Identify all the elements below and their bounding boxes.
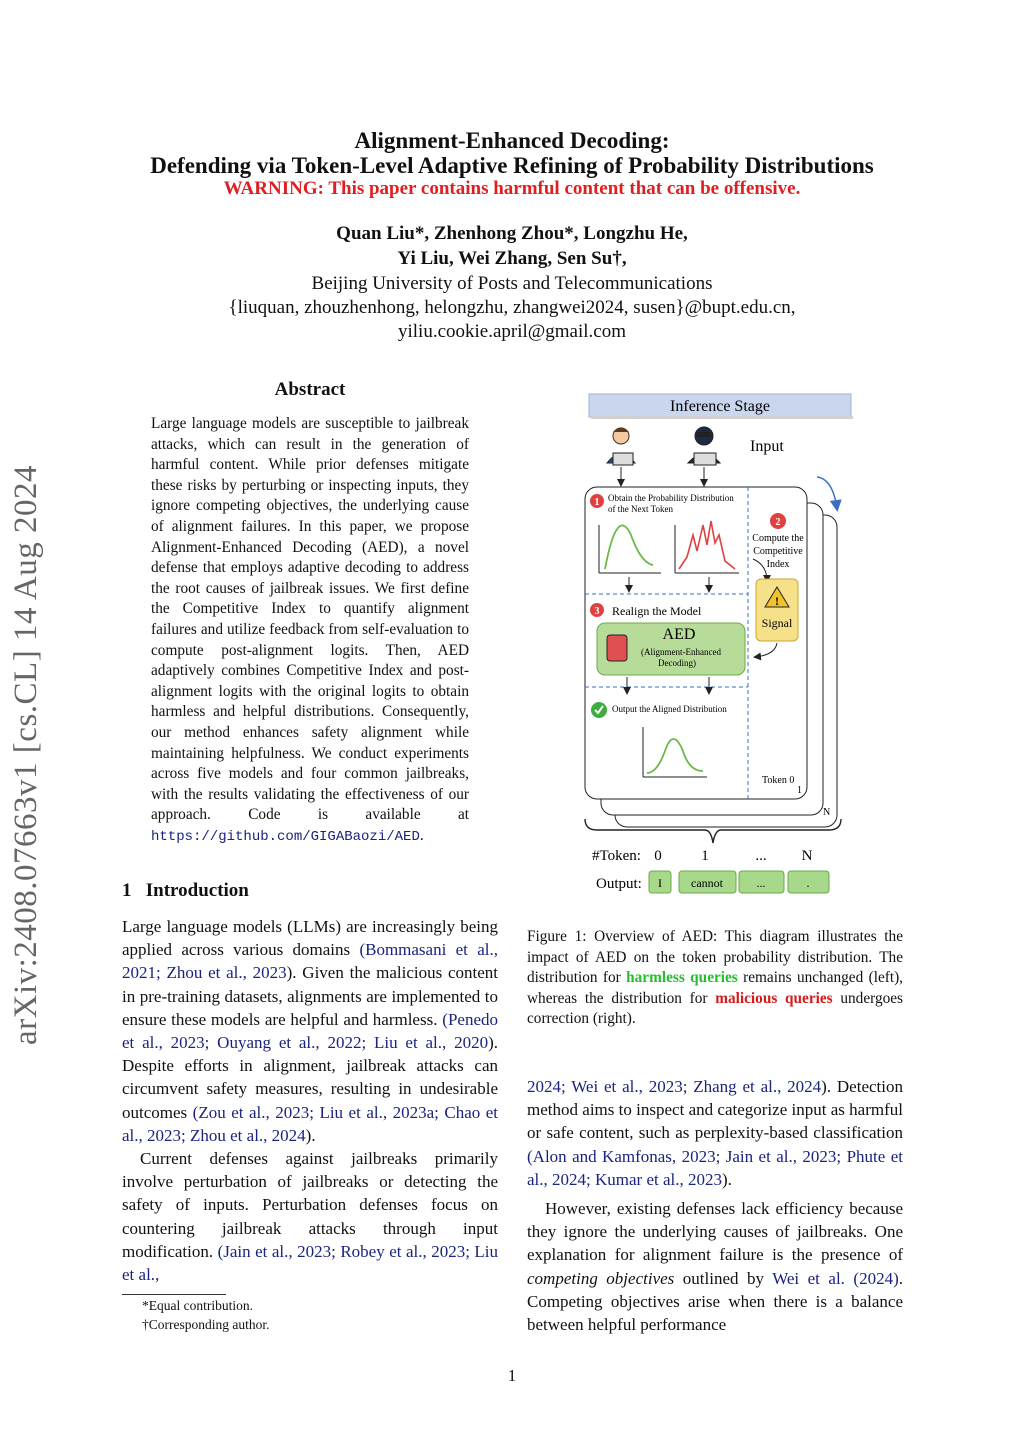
- signal-label: Signal: [761, 616, 793, 630]
- caption-text-b: remains unchanged (left), whereas the distribution for: [527, 969, 903, 1007]
- intro-right-paragraph-2: [527, 1197, 903, 1336]
- token-1-label: 1: [797, 785, 802, 796]
- output-label: Output:: [596, 876, 642, 892]
- intro-p2-text-a: Current defenses against jailbreaks primarily involve perturbation of jailbreaks or detecting the safety of inputs. Perturbation defenses focus on countering jailbreak attacks through input modification.: [122, 1149, 498, 1261]
- ntoken-value: ...: [755, 848, 767, 864]
- step-1-number: 1: [594, 497, 600, 508]
- benign-user-icon: [607, 428, 635, 466]
- citation[interactable]: ; Zhou et al., 2023: [156, 963, 287, 983]
- output-dist-label: Output the Aligned Distribution: [612, 704, 727, 714]
- citation[interactable]: (Jain et al., 2023; Robey et al., 2023; Liu et al.,: [122, 1241, 499, 1285]
- caption-text-c: undergoes correction (right).: [527, 989, 903, 1028]
- aed-sub-line2: Decoding): [658, 658, 696, 668]
- intro-right-text-a: ). Detection method aims to inspect and categorize input as harmful or safe content, such as perplexity-based classification: [527, 1077, 903, 1143]
- intro-p3-text-c: . Competing objectives arise when there is a balance between helpful performance: [527, 1268, 903, 1335]
- authors-line2: Yi Liu, Wei Zhang, Sen Su†,: [397, 248, 627, 269]
- stage-label: Inference Stage: [670, 398, 770, 415]
- ntoken-value: 0: [654, 848, 662, 864]
- figure-aed-overview: [527, 385, 903, 900]
- footnote-corresponding: †Corresponding author.: [142, 1317, 270, 1332]
- step-2-number: 2: [775, 517, 781, 528]
- code-link[interactable]: https://github.com/GIGABaozi/AED: [151, 828, 420, 845]
- intro-right-column: [527, 1075, 903, 1336]
- citation[interactable]: (Penedo et al., 2023; Ouyang et al., 2022; Liu et al., 2020: [122, 1009, 498, 1053]
- intro-p3-text-a: However, existing defenses lack efficiency because they ignore the underlying causes of jailbreaks. One explanation for alignment failure is the presence of: [527, 1199, 903, 1265]
- citation[interactable]: Wei et al. (2024): [772, 1268, 899, 1288]
- intro-p1-text-d: ). Despite efforts in alignment, jailbreak attacks can circumvent safety measures, resulting in undesirable outcomes: [122, 1033, 498, 1122]
- affiliation: Beijing University of Posts and Telecommunications: [311, 273, 713, 294]
- intro-heading: [122, 880, 249, 902]
- caption-harmless: harmless queries: [626, 969, 738, 987]
- step-1-label-line1: Obtain the Probability Distribution: [608, 493, 734, 503]
- input-label: Input: [750, 438, 784, 455]
- intro-p1-text-e: ).: [305, 1125, 316, 1145]
- citation[interactable]: (Bommasani et al., 2021: [122, 940, 498, 983]
- caption-malicious: malicious queries: [715, 989, 833, 1007]
- ntoken-label: #Token:: [592, 848, 641, 864]
- citation[interactable]: (Zou et al., 2023; Liu et al., 2023a; Chao et al., 2023; Zhou et al., 2024: [122, 1102, 498, 1145]
- ntoken-value: 1: [701, 848, 709, 864]
- token-0-label: Token 0: [762, 775, 795, 786]
- intro-right-paragraph-1: [527, 1075, 903, 1191]
- author-email-2: yiliu.cookie.april@gmail.com: [397, 321, 627, 342]
- intro-p1-text-a: Large language models (LLMs) are increasingly being applied across various domains: [122, 917, 498, 960]
- step-2-label-line3: Index: [766, 559, 790, 570]
- output-token: cannot: [691, 876, 723, 890]
- page-number: 1: [507, 1366, 517, 1385]
- model-icon: [607, 635, 627, 661]
- figure-caption: [527, 927, 903, 1030]
- intro-p3-text-b: outlined by: [674, 1268, 773, 1288]
- abstract-text: Large language models are susceptible to jailbreak attacks, which can result in the generation of harmful content. While prior defenses mitigate these risks by perturbing or inspecting inputs, they ignore competing objectives, the underlying cause of alignment failures. In this paper, we propose Alignment-Enhanced Decoding (AED), a novel defense that employs adaptive decoding to address the root causes of jailbreak issues. We first define the Competitive Index to quantify alignment failures and utilize feedback from self-evaluation to compute post-alignment logits. Then, AED adaptively combines Competitive Index and post-alignment logits with the original logits to obtain harmless and helpful distributions. Consequently, our method enhances safety alignment while maintaining helpfulness. We conduct experiments across five models and four common jailbreaks, with the results validating the effectiveness of our approach. Code is available at: [151, 415, 469, 824]
- svg-text:!: !: [775, 594, 779, 608]
- intro-title: Introduction: [145, 880, 249, 901]
- warning-text: WARNING: This paper contains harmful content that can be offensive.: [223, 178, 801, 199]
- arxiv-identifier: arXiv:2408.07663v1 [cs.CL] 14 Aug 2024: [8, 465, 44, 1045]
- malicious-user-icon: [688, 427, 720, 465]
- step-1-label-line2: of the Next Token: [608, 504, 673, 514]
- token-n-label: N: [823, 807, 831, 818]
- intro-right-text-b: ).: [722, 1169, 732, 1189]
- abstract-heading: Abstract: [274, 379, 346, 400]
- intro-number: 1: [122, 880, 132, 901]
- step-3-number: 3: [594, 606, 600, 617]
- intro-p3-emphasis: competing objectives: [527, 1268, 675, 1288]
- aed-label: AED: [662, 626, 696, 643]
- aed-sub-line1: (Alignment-Enhanced: [641, 647, 721, 657]
- abstract-end: .: [419, 826, 424, 844]
- output-token: .: [806, 876, 810, 890]
- output-token: I: [658, 876, 662, 890]
- output-token: ...: [756, 876, 766, 890]
- intro-left-column: [122, 915, 498, 1286]
- ntoken-value: N: [801, 848, 813, 864]
- abstract-body: [151, 414, 469, 847]
- intro-p1-text-b: ). Given the malicious content in pre-training datasets, alignments are implemented to ensure these models are helpful and harmless.: [122, 963, 498, 1029]
- authors-line1: Quan Liu*, Zhenhong Zhou*, Longzhu He,: [336, 223, 688, 244]
- citation[interactable]: (Alon and Kamfonas, 2023; Jain et al., 2023; Phute et al., 2024; Kumar et al., 2023: [527, 1146, 903, 1189]
- author-emails: {liuquan, zhouzhenhong, helongzhu, zhangwei2024, susen}@bupt.edu.cn,: [228, 297, 796, 318]
- step-2-label-line2: Competitive: [753, 546, 803, 557]
- intro-paragraph-1: [122, 915, 498, 1147]
- intro-paragraph-2: [122, 1147, 498, 1286]
- step-3-label: Realign the Model: [612, 604, 702, 618]
- paper-title-line1: Alignment-Enhanced Decoding:: [354, 128, 670, 153]
- caption-text-a: Figure 1: Overview of AED: This diagram illustrates the impact of AED on the token probability distribution. The distribution for: [527, 928, 903, 987]
- step-2-label-line1: Compute the: [752, 533, 804, 544]
- paper-title-line2: Defending via Token-Level Adaptive Refining of Probability Distributions: [150, 153, 874, 178]
- footnote-equal: *Equal contribution.: [142, 1298, 253, 1313]
- footnote-rule: [122, 1294, 226, 1295]
- citation[interactable]: 2024; Wei et al., 2023; Zhang et al., 2024: [527, 1077, 822, 1096]
